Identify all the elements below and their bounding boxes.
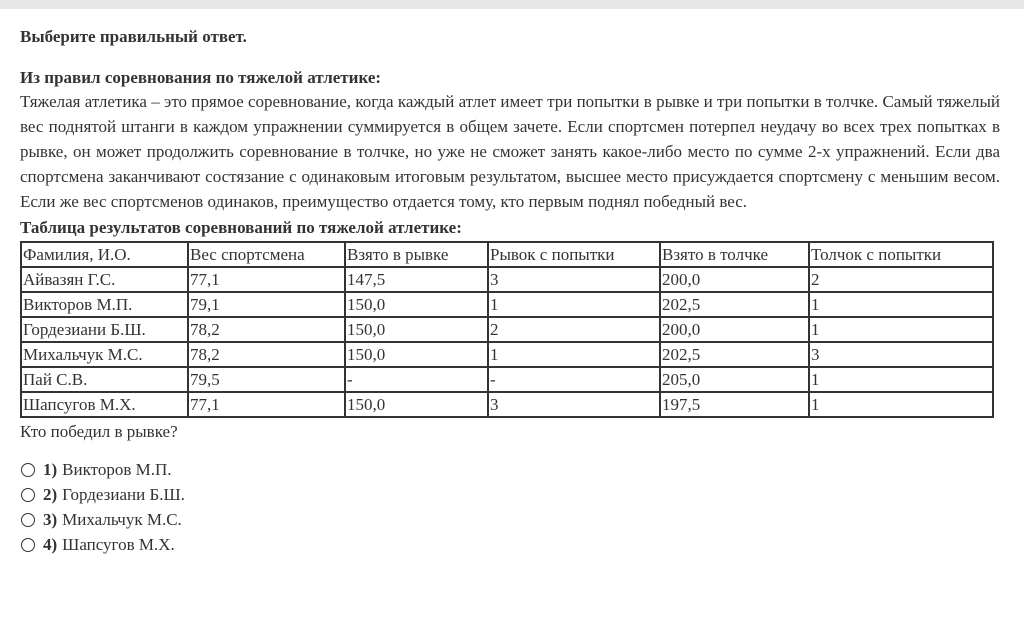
- table-header-row: [21, 242, 993, 267]
- cell-snatch: 150,0: [345, 392, 488, 417]
- cell-snatch-attempt: 1: [488, 342, 660, 367]
- cell-clean-jerk: 200,0: [660, 267, 809, 292]
- option-number: 2): [43, 484, 58, 504]
- cell-snatch-attempt: -: [488, 367, 660, 392]
- cell-clean-jerk-attempt: 1: [809, 392, 993, 417]
- question-text: Кто победил в рывке?: [20, 422, 178, 441]
- option-text: Шапсугов М.Х.: [62, 534, 175, 554]
- radio-button[interactable]: [21, 463, 35, 477]
- cell-snatch: -: [345, 367, 488, 392]
- radio-button[interactable]: [21, 488, 35, 502]
- header-snatch-attempt: Рывок с попытки: [488, 242, 660, 267]
- answer-option-2[interactable]: [20, 482, 1000, 507]
- header-name: Фамилия, И.О.: [21, 242, 188, 267]
- header-clean-jerk: Взято в толчке: [660, 242, 809, 267]
- cell-name: Пай С.В.: [21, 367, 188, 392]
- rules-text: Тяжелая атлетика – это прямое соревнование, когда каждый атлет имеет три попытки в рывке и три попытки в толчке. Самый тяжелый вес поднятой штанги в каждом упражнении суммируется в общем зачете. Если спортсмен потерпел неудачу во всех трех попытках в рывке, он может продолжить соревнование в толчке, но уже не сможет занять какое-либо место по сумме 2-х упражнений. Если два спортсмена заканчивают состязание с одинаковым итоговым результатом, высшее место присуждается спортсмену с меньшим весом. Если же вес спортсменов одинаков, преимущество отдается тому, кто первым поднял победный вес.: [20, 92, 1000, 211]
- cell-clean-jerk: 202,5: [660, 342, 809, 367]
- instruction-text: Выберите правильный ответ.: [20, 27, 247, 46]
- cell-clean-jerk-attempt: 1: [809, 367, 993, 392]
- top-bar: [0, 0, 1024, 9]
- table-title: Таблица результатов соревнований по тяжелой атлетике:: [20, 218, 462, 237]
- cell-clean-jerk-attempt: 2: [809, 267, 993, 292]
- header-snatch: Взято в рывке: [345, 242, 488, 267]
- cell-snatch-attempt: 1: [488, 292, 660, 317]
- cell-clean-jerk-attempt: 1: [809, 317, 993, 342]
- radio-button[interactable]: [21, 538, 35, 552]
- header-clean-jerk-attempt: Толчок с попытки: [809, 242, 993, 267]
- option-text: Викторов М.П.: [62, 459, 172, 479]
- cell-weight: 77,1: [188, 392, 345, 417]
- option-text: Михальчук М.С.: [62, 509, 182, 529]
- table-row: [21, 392, 993, 417]
- cell-clean-jerk: 200,0: [660, 317, 809, 342]
- option-number: 4): [43, 534, 58, 554]
- radio-button[interactable]: [21, 513, 35, 527]
- cell-name: Шапсугов М.Х.: [21, 392, 188, 417]
- cell-clean-jerk-attempt: 1: [809, 292, 993, 317]
- cell-name: Гордезиани Б.Ш.: [21, 317, 188, 342]
- cell-snatch: 150,0: [345, 292, 488, 317]
- answer-option-3[interactable]: [20, 507, 1000, 532]
- question-content: [20, 26, 1000, 557]
- answer-option-4[interactable]: [20, 532, 1000, 557]
- answer-options: [20, 457, 1000, 557]
- cell-snatch: 150,0: [345, 317, 488, 342]
- table-row: [21, 267, 993, 292]
- cell-clean-jerk: 202,5: [660, 292, 809, 317]
- cell-weight: 78,2: [188, 342, 345, 367]
- table-row: [21, 317, 993, 342]
- cell-clean-jerk: 197,5: [660, 392, 809, 417]
- results-table: [20, 241, 994, 418]
- cell-weight: 79,1: [188, 292, 345, 317]
- cell-snatch: 150,0: [345, 342, 488, 367]
- table-row: [21, 292, 993, 317]
- cell-snatch-attempt: 3: [488, 392, 660, 417]
- option-number: 1): [43, 459, 58, 479]
- cell-weight: 77,1: [188, 267, 345, 292]
- table-row: [21, 342, 993, 367]
- cell-snatch: 147,5: [345, 267, 488, 292]
- cell-name: Викторов М.П.: [21, 292, 188, 317]
- cell-snatch-attempt: 2: [488, 317, 660, 342]
- option-number: 3): [43, 509, 58, 529]
- table-row: [21, 367, 993, 392]
- cell-snatch-attempt: 3: [488, 267, 660, 292]
- rules-title: Из правил соревнования по тяжелой атлетике:: [20, 68, 382, 87]
- cell-name: Айвазян Г.С.: [21, 267, 188, 292]
- answer-option-1[interactable]: [20, 457, 1000, 482]
- cell-weight: 79,5: [188, 367, 345, 392]
- cell-name: Михальчук М.С.: [21, 342, 188, 367]
- header-weight: Вес спортсмена: [188, 242, 345, 267]
- cell-clean-jerk-attempt: 3: [809, 342, 993, 367]
- cell-weight: 78,2: [188, 317, 345, 342]
- cell-clean-jerk: 205,0: [660, 367, 809, 392]
- option-text: Гордезиани Б.Ш.: [62, 484, 185, 504]
